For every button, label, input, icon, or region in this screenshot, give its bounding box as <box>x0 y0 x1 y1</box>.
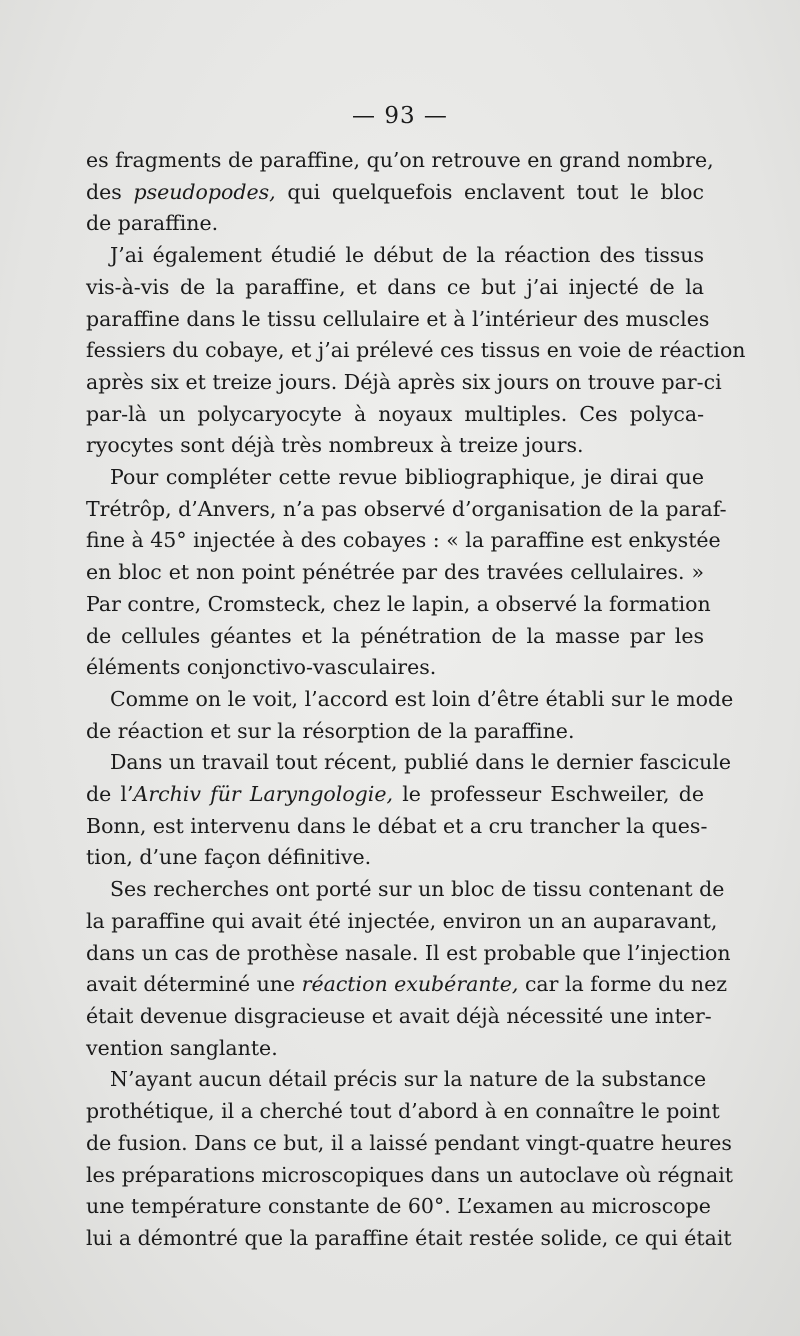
paragraph <box>86 240 746 462</box>
text-line: par-là un polycaryocyte à noyaux multiples. Ces polyca- <box>86 401 704 426</box>
text-line: de cellules géantes et la pénétration de la masse par les <box>86 623 704 648</box>
text-line: lui a démontré que la paraffine était restée solide, ce qui était <box>86 1225 732 1250</box>
paragraph <box>86 684 734 747</box>
text-line: Bonn, est intervenu dans le débat et a cru trancher la ques- <box>86 813 708 838</box>
text-line: N’ayant aucun détail précis sur la nature de la substance <box>110 1067 707 1092</box>
text-line: prothétique, il a cherché tout d’abord à en connaître le point <box>86 1099 720 1124</box>
text-run: des <box>86 179 134 204</box>
italic-text: réaction exubérante, <box>301 972 519 997</box>
text-line: ryocytes sont déjà très nombreux à treize jours. <box>86 433 584 458</box>
text-line: tion, d’une façon définitive. <box>86 845 372 870</box>
text-line: les préparations microscopiques dans un autoclave où régnait <box>86 1162 733 1187</box>
italic-text: pseudopodes, <box>133 179 276 204</box>
text-line: paraffine dans le tissu cellulaire et à l’intérieur des muscles <box>86 306 710 331</box>
text-run: qui quelquefois enclavent tout le bloc <box>275 179 704 204</box>
italic-text: Archiv für Laryngologie, <box>133 782 394 807</box>
page-number: — 93 — <box>352 103 448 129</box>
text-line: Comme on le voit, l’accord est loin d’être établi sur le mode <box>110 686 734 711</box>
text-line: une température constante de 60°. L’examen au microscope <box>86 1194 711 1219</box>
text-line: de paraffine. <box>86 211 219 236</box>
paragraph <box>86 145 714 240</box>
paragraph <box>86 462 727 684</box>
text-line: J’ai également étudié le début de la réaction des tissus <box>110 243 704 268</box>
text-line: après six et treize jours. Déjà après six jours on trouve par-ci <box>86 369 722 394</box>
text-line: Dans un travail tout récent, publié dans le dernier fascicule <box>110 750 732 775</box>
text-line: de fusion. Dans ce but, il a laissé pendant vingt-quatre heures <box>86 1130 732 1155</box>
text-line: es fragments de paraffine, qu’on retrouve en grand nombre, <box>86 148 714 172</box>
text-line: vis-à-vis de la paraffine, et dans ce but j’ai injecté de la <box>86 274 704 299</box>
text-line <box>86 779 704 811</box>
text-run: de l’ <box>86 782 134 807</box>
text-line: en bloc et non point pénétrée par des travées cellulaires. » <box>86 560 704 585</box>
text-line <box>86 177 704 209</box>
text-line: était devenue disgracieuse et avait déjà nécessité une inter- <box>86 1003 712 1028</box>
text-line: fine à 45° injectée à des cobayes : « la paraffine est enkystée <box>86 528 721 553</box>
text-line <box>86 969 728 1001</box>
text-line: vention sanglante. <box>86 1035 278 1060</box>
text-line: Par contre, Cromsteck, chez le lapin, a observé la formation <box>86 591 711 616</box>
paragraph <box>86 747 732 874</box>
text-line: la paraffine qui avait été injectée, environ un an auparavant, <box>86 908 718 933</box>
text-line: dans un cas de prothèse nasale. Il est probable que l’injection <box>86 940 731 965</box>
text-line: fessiers du cobaye, et j’ai prélevé ces tissus en voie de réaction <box>86 338 746 363</box>
text-line: Trétrôp, d’Anvers, n’a pas observé d’organisation de la paraf- <box>86 496 727 521</box>
text-run: le professeur Eschweiler, de <box>393 782 704 807</box>
text-line: Pour compléter cette revue bibliographique, je dirai que <box>110 465 704 490</box>
paragraph <box>86 874 731 1064</box>
text-line: de réaction et sur la résorption de la paraffine. <box>86 718 575 743</box>
paragraph <box>86 1064 733 1254</box>
text-line: éléments conjonctivo-vasculaires. <box>86 655 437 680</box>
body-text <box>86 145 746 1255</box>
text-line: Ses recherches ont porté sur un bloc de tissu contenant de <box>110 877 725 902</box>
text-run: avait déterminé une <box>86 972 302 997</box>
text-run: car la forme du nez <box>518 972 728 997</box>
